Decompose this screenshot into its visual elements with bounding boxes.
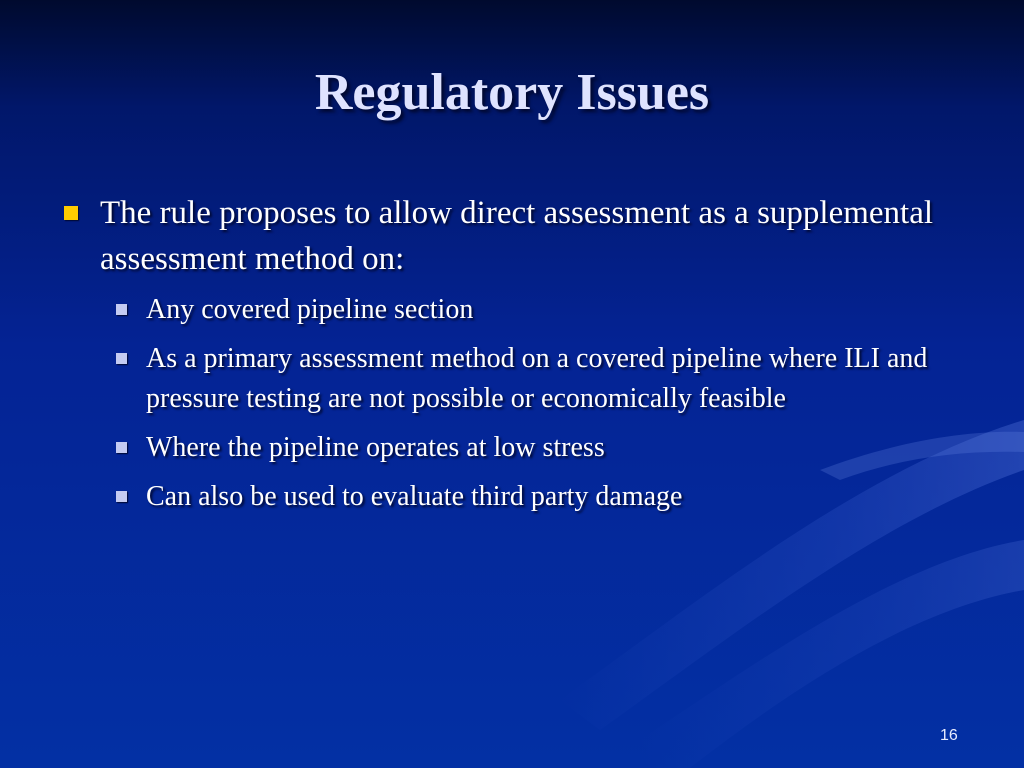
sub-bullet-item — [116, 339, 972, 419]
bullet-list — [62, 190, 972, 526]
main-bullet-text: The rule proposes to allow direct assessment as a supplemental assessment method on: — [100, 195, 934, 277]
square-bullet-icon — [116, 353, 127, 364]
sub-bullet-text: As a primary assessment method on a covered pipeline where ILI and pressure testing are not possible or economically feasible — [146, 343, 928, 414]
page-number: 16 — [940, 727, 958, 744]
sub-bullet-text: Can also be used to evaluate third party damage — [146, 481, 683, 512]
sub-bullet-list — [116, 290, 972, 517]
sub-bullet-text: Where the pipeline operates at low stress — [146, 432, 605, 463]
square-bullet-icon — [64, 206, 78, 220]
slide-title: Regulatory Issues — [314, 64, 710, 121]
sub-bullet-item — [116, 428, 972, 468]
sub-bullet-text: Any covered pipeline section — [146, 294, 474, 325]
sub-bullet-item — [116, 477, 972, 517]
main-bullet-item — [62, 190, 972, 282]
square-bullet-icon — [116, 491, 127, 502]
square-bullet-icon — [116, 304, 127, 315]
sub-bullet-item — [116, 290, 972, 330]
square-bullet-icon — [116, 442, 127, 453]
